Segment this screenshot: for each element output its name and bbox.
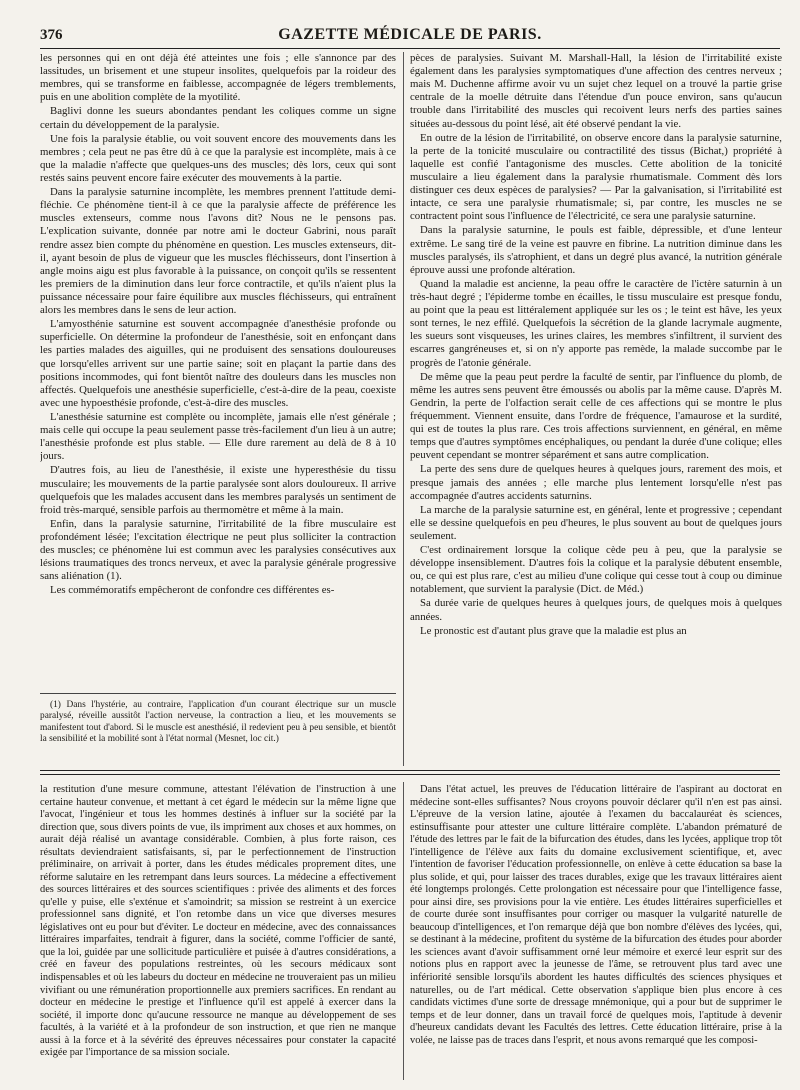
paragraph: Dans l'état actuel, les preuves de l'éducation littéraire de l'aspirant au doctorat en médecine sont-elles suffisantes? Nous croyons pouvoir déclarer qu'il n'en est pas ainsi. L'épreuve de la version latine, ajoutée à l'examen du baccalauréat ès sciences, estinsuffisante pour attester une culture littéraire complète. L'abandon prématuré de l'étude des lettres par le fait de la bifurcation des études, dans les lycées, applique trop tôt l'intelligence de l'élève aux faits du domaine exclusivement scientifique, et, avec l'intention de favoriser l'éducation professionnelle, on enlève à cette éducation sa base la plus solide, et qui, pour laisser des traces durables, exige que les travaux littéraires aient été longtemps prolongés. Cette prolongation est nécessaire pour que l'intelligence fasse, pour ainsi dire, ses provisions pour la vie entière. Les études littéraires superficielles et de courte durée sont insuffisantes pour corriger ou masquer la vulgarité naturelle de beaucoup d'intelligences, et l'on remarque déjà que bon nombre d'élèves des lycées, qui, se destinant à la médecine, profitent du système de la bifurcation des études pour aborder les sciences avant d'avoir suffisamment orné leur mémoire et exercé leur esprit sur des notions plus en rapport avec la jeunesse de l'âme, se retrouvent plus tard avec une infériorité sensible lorsqu'ils abordent les hautes difficultés des sciences physiques et naturelles, ou de l'art médical. Cette observation s'applique bien plus encore à ces candidats victimes d'une sorte de dressage mnémonique, qui a pour but de supprimer le temps et de leur donner, dans un travail forcé de quelques mois, l'aptitude à devenir d'heureux candidats devant les Facultés des lettres. Cette éducation littéraire, prise à la volée, ne laisse pas de traces dans l'esprit, et nous avons remarqué que les composi- xyxy=(410,784,782,1046)
page-header xyxy=(40,20,780,44)
section-rule-lower xyxy=(40,774,780,775)
journal-title: GAZETTE MÉDICALE DE PARIS. xyxy=(278,26,542,43)
column-left-top xyxy=(40,52,396,682)
paragraph: Enfin, dans la paralysie saturnine, l'irritabilité de la fibre musculaire est profondément lésée; l'excitation électrique ne peut plus solliciter la contraction des muscles; ce phénomène lui est commun avec les paralysies consécutives aux lésions traumatiques des troncs nerveux, et avec la paralysie générale progressive sans aliénation (1). xyxy=(40,517,396,583)
paragraph: Dans la paralysie saturnine, le pouls est faible, dépressible, et d'une lenteur extrême. Le sang tiré de la veine est pauvre en fibrine. La nutrition diminue dans les muscles paralysés, ils s'atrophient, et dans un degré plus avancé, la nutrition générale éprouve aussi une profonde altération. xyxy=(410,224,782,276)
footnote xyxy=(40,700,396,762)
header-rule xyxy=(40,48,780,49)
paragraph: D'autres fois, au lieu de l'anesthésie, il existe une hyperesthésie du tissu musculaire; les mouvements de la partie paralysée sont alors douloureux. Il arrive quelquefois que les malades accusent dans les membres paralysés un sentiment de froid très-marqué, sensible parfois au thermomètre et même à la main. xyxy=(40,464,396,516)
paragraph: les personnes qui en ont déjà été atteintes une fois ; elle s'annonce par des lassitudes, un brisement et une stupeur insolites, quelquefois par la roideur des membres, qui se transforme en faiblesse, accompagnée de légers tremblements, puis en une abolition complète de la myotilité. xyxy=(40,52,396,104)
paragraph: L'amyosthénie saturnine est souvent accompagnée d'anesthésie profonde ou superficielle. On détermine la profondeur de l'anesthésie, soit en enfonçant dans les parties malades des aiguilles, qui ne produisent des sensations douloureuses que lorsqu'elles arrivent sur une partie saine; soit en plaçant la partie dans des positions incommodes, qui font bientôt naître des douleurs dans les muscles non affectés. Quelquefois une anesthésie superficielle, c'est-à-dire de la peau, coexiste avec une hypoesthésie profonde, c'est-à-dire des muscles. xyxy=(40,318,396,409)
paragraph: Baglivi donne les sueurs abondantes pendant les coliques comme un signe certain du développement de la paralysie. xyxy=(40,105,396,131)
paragraph: Une fois la paralysie établie, ou voit souvent encore des mouvements dans les membres ; cela peut ne pas être dû à ce que la paralysie est incomplète, mais à ce que la maladie n'affecte que quelques-uns des muscles; dès lors, ceux qui sont restés sains peuvent encore faire exécuter des mouvements à la partie. xyxy=(40,132,396,184)
paragraph: En outre de la lésion de l'irritabilité, on observe encore dans la paralysie saturnine, la perte de la tonicité musculaire ou contractilité des tissus (Bichat,) propriété à laquelle est confié l'antagonisme des muscles. Cette abolition de la tonicité musculaire a lieu également dans la paralysie rhumatismale. Comment dès lors distinguer ces deux espèces de paralysies? — Par la galvanisation, si l'irritabilité est intacte, ce sera une paralysie rhumatismale; si, par contre, les muscles ne se contractent point sous l'influence de l'électricité, ce sera une paralysie saturnine. xyxy=(410,131,782,223)
paragraph: La marche de la paralysie saturnine est, en général, lente et progressive ; cependant elle se dessine quelquefois en peu d'heures, le plus souvent au bout de quelques jours seulement. xyxy=(410,503,782,542)
paragraph: Sa durée varie de quelques heures à quelques jours, de quelques mois à quelques années. xyxy=(410,597,782,623)
section-rule-upper xyxy=(40,770,780,771)
paragraph: Dans la paralysie saturnine incomplète, les membres prennent l'attitude demi-fléchie. Ce phénomène tient-il à ce que la paralysie affecte de préférence les muscles extenseurs, comme nous l'avons dit? Nous ne le pensons pas. L'explication suivante, donnée par notre ami le docteur Gabrini, nous paraît rendre assez bien compte du phénomène en question. Les muscles extenseurs, dit-il, ayant besoin de plus de vigueur que les muscles fléchisseurs, dont l'insertion à angle moins aigu est plus favorable à la puissance, on conçoit qu'ils se ressentent les premiers de la diminution dans leur force contractile, et qu'ils n'aient plus la puissance nécessaire pour faire équilibre aux muscles fléchisseurs, qui entraînent alors les membres dans le sens de leur action. xyxy=(40,186,396,317)
footnote-text: (1) Dans l'hystérie, au contraire, l'application d'un courant électrique sur un muscle paralysé, réveille aussitôt l'action nerveuse, la contraction a lieu, et les mouvements se manifestent tout d'abord. Si le muscle est anesthésié, il redevient peu à peu sensible, et bientôt la sensibilité et la mobilité sont à l'état normal (Mesnet, loc cit.) xyxy=(40,700,396,745)
paragraph: La perte des sens dure de quelques heures à quelques jours, rarement des mois, et presque jamais des années ; elle marche plus lentement lorsqu'elle n'est pas accompagnée d'autres accidents saturnins. xyxy=(410,463,782,502)
paragraph: pèces de paralysies. Suivant M. Marshall-Hall, la lésion de l'irritabilité existe également dans les paralysies symptomatiques d'une affection des centres nerveux ; mais M. Duchenne affirme avoir vu un sujet chez lequel on a trouvé la partie grise centrale de la moelle détruite dans l'étendue d'un pouce environ, sans qu'aucun trouble dans l'irritabilité des muscles qui recoivent leurs nerfs des parties saines situées au-dessous du point lésé, ait été observé pendant la vie. xyxy=(410,52,782,130)
column-divider-top xyxy=(403,52,404,766)
paragraph: la restitution d'une mesure commune, attestant l'élévation de l'instruction à une certaine hauteur convenue, et mettant à cet égard le médecin sur la même ligne que l'avocat, l'ingénieur et tous les hommes destinés à influer sur la société par la direction que, sous divers points de vue, ils impriment aux choses et aux hommes, on aurait déjà réalisé un avantage considérable. Combien, à plus forte raison, ces résultats deviendraient satisfaisants, si, par le perfectionnement de l'instruction préliminaire, on arrivait à porter, dans les études médicales proprement dites, une réforme salutaire en les retrempant dans leurs sources. La médecine a effectivement des sources littéraires et des sources scientifiques : privée des aliments et des forces qu'elle y puise, elle s'exténue et s'amoindrit; sa mission se restreint à un exercice professionnel sans dignité, et l'on retombe dans un vice que diverses mesures législatives ont eu pour but d'éviter. Le docteur en médecine, avec des connaissances littéraires imparfaites, tendrait à figurer, dans la société, comme l'officier de santé, que la loi, guidée par une sollicitude particulière et puisée à d'autres considérations, a créé en faveur des populations restreintes, où les secours médicaux sont indispensables et où les labeurs du docteur en médecine ne trouveraient pas un milieu vivifiant ou une rémunération proportionnelle aux premiers sacrifices. En rendant au docteur en médecine le prestige et l'influence qu'il est appelé à exercer dans la société, il importe donc qu'aucune ressource ne manque au développement de ses facultés, à la variété et à la profondeur de son instruction, et que rien ne manque aussi à la force et à la sévérité des épreuves nécessaires pour constater la capacité exigée par l'importance de sa mission sociale. xyxy=(40,784,396,1059)
column-right-bottom xyxy=(410,784,782,1080)
footnote-rule xyxy=(40,693,396,694)
paragraph: C'est ordinairement lorsque la colique cède peu à peu, que la paralysie se développe insensiblement. D'autres fois la colique et la paralysie débutent ensemble, ou, ce qui est plus rare, c'est au milieu d'une colique qui cesse tout à coup ou diminue notablement, que survient la paralysie (Dict. de Méd.) xyxy=(410,544,782,596)
column-right-top xyxy=(410,52,782,754)
paragraph: Le pronostic est d'autant plus grave que la maladie est plus an xyxy=(420,624,687,637)
paragraph: Les commémoratifs empêcheront de confondre ces différentes es- xyxy=(50,584,335,597)
column-divider-bottom xyxy=(403,782,404,1080)
paragraph: L'anesthésie saturnine est complète ou incomplète, jamais elle n'est générale ; mais celle qui occupe la peau seulement passe très-facilement d'un lieu à un autre; l'anesthésie profonde est plus stable. — Elle dure rarement au delà de 8 à 10 jours. xyxy=(40,410,396,463)
paragraph: De même que la peau peut perdre la faculté de sentir, par l'influence du plomb, de même les autres sens peuvent être émoussés ou abolis par la même cause. D'après M. Gendrin, la perte de l'olfaction serait celle de ces affections qui se montre le plus fréquemment. Viennent ensuite, dans l'ordre de fréquence, l'amaurose et la surdité, qui est de toutes la plus rare. Ces trois affections surviennent, en général, en même temps que d'autres symptômes encéphaliques, ou pendant la durée d'une colique; elles peuvent cependant se montrer séparément et sans autre complication. xyxy=(410,370,782,462)
paragraph: Quand la maladie est ancienne, la peau offre le caractère de l'ictère saturnin à un très-haut degré ; l'épiderme tombe en écailles, le tissu musculaire est presque fondu, au point que la peau est littéralement appliquée sur les os ; le teint est hâve, les yeux sont ternes, le nez effilé. Quelquefois la sécrétion de la glande lacrymale augmente, les sueurs sont visqueuses, les urines claires, les membres s'infiltrent, il survient des escarres gangréneuses et, si on n'y apporte pas remède, la malade succombe par le progrès de l'atonie générale. xyxy=(410,277,782,369)
column-left-bottom xyxy=(40,784,396,1080)
page-number: 376 xyxy=(40,27,63,43)
